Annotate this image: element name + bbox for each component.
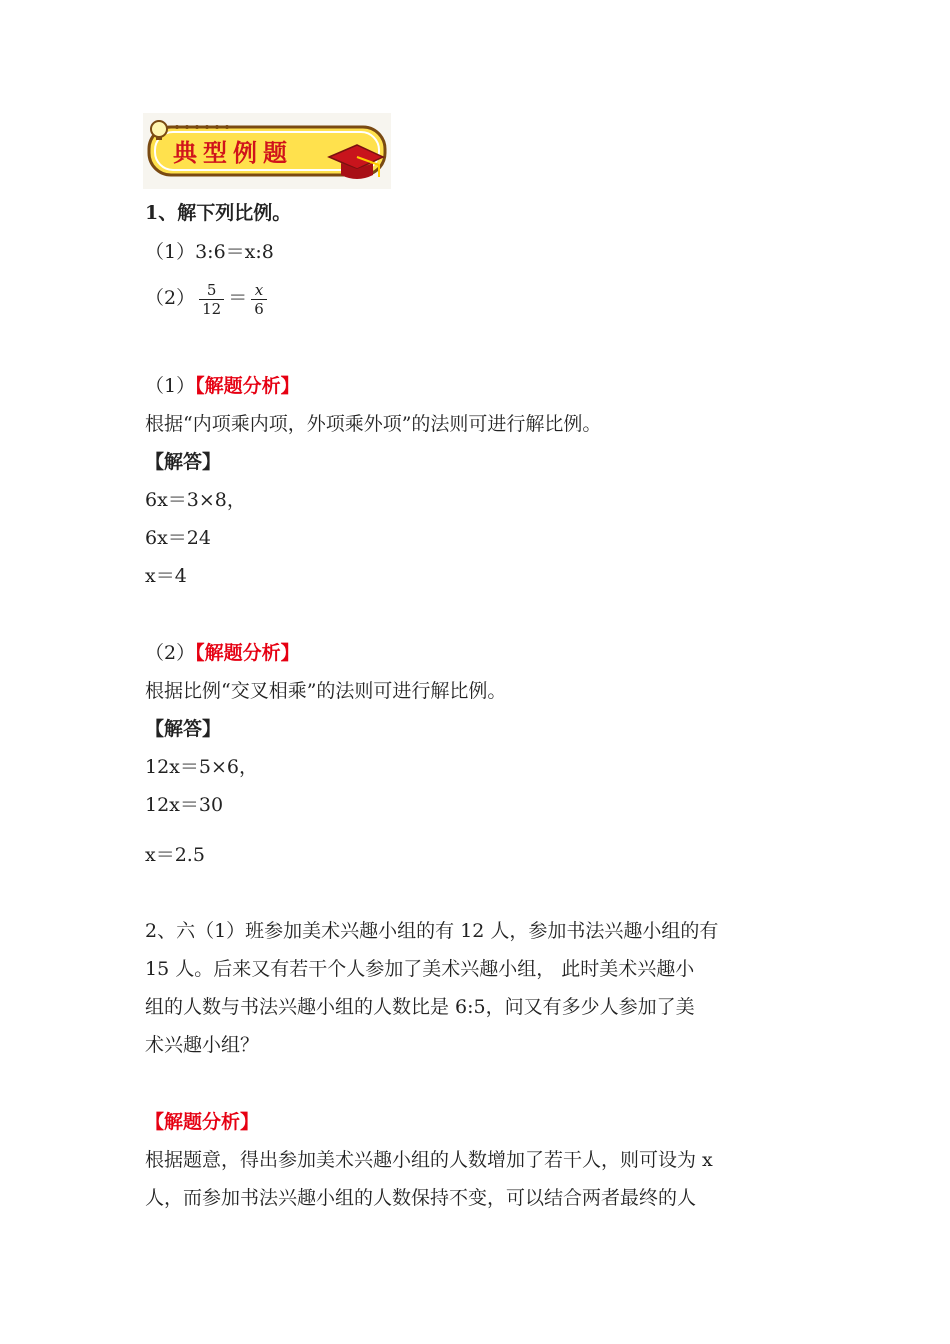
sol1-step: 6x＝3×8， <box>145 489 246 511</box>
fraction-left <box>199 281 224 318</box>
sol2-step: 12x＝5×6， <box>145 756 258 778</box>
q1-part1-prefix: （1） <box>145 241 196 263</box>
banner-title: 典型例题 <box>173 139 293 167</box>
sol1-prefix: （1） <box>145 375 196 397</box>
sol2-analysis-text: 根据比例“交叉相乘”的法则可进行解比例。 <box>145 680 507 702</box>
q2-line: 术兴趣小组？ <box>145 1034 260 1056</box>
q1-part2 <box>145 278 271 318</box>
sol1-analysis-heading <box>145 374 300 398</box>
sol1-step: x＝4 <box>145 565 187 587</box>
q2-line: 15 人。后来又有若干个人参加了美术兴趣小组， 此时美术兴趣小 <box>145 958 695 980</box>
sol2-analysis-label: 【解题分析】 <box>195 642 300 664</box>
sol1-analysis-label: 【解题分析】 <box>195 375 300 397</box>
fraction-right <box>251 281 267 318</box>
section-banner <box>143 113 391 189</box>
equals-sign: ＝ <box>228 287 248 309</box>
sol2-analysis-heading <box>145 641 300 665</box>
sol1-step: 6x＝24 <box>145 527 211 549</box>
q1-part1 <box>145 240 274 264</box>
sol2-step: 12x＝30 <box>145 794 224 816</box>
fraction-left-den: 12 <box>202 299 222 318</box>
sol1-analysis-text: 根据“内项乘内项，外项乘外项”的法则可进行解比例。 <box>145 413 602 435</box>
sol2-prefix: （2） <box>145 642 196 664</box>
sol2-step: x＝2.5 <box>145 844 205 866</box>
sol2-answer-label: 【解答】 <box>145 718 222 740</box>
fraction-right-den: 6 <box>254 299 264 318</box>
fraction-right-num: x <box>251 281 267 300</box>
q1-part1-expr: 3:6＝x:8 <box>195 241 274 263</box>
fraction-left-num: 5 <box>199 281 224 300</box>
q2-line: 组的人数与书法兴趣小组的人数比是 6:5，问又有多少人参加了美 <box>145 996 695 1018</box>
q2-analysis-line: 人，而参加书法兴趣小组的人数保持不变，可以结合两者最终的人 <box>145 1187 697 1209</box>
q2-analysis-line: 根据题意，得出参加美术兴趣小组的人数增加了若干人，则可设为 x <box>145 1149 713 1171</box>
sol1-answer-label: 【解答】 <box>145 451 222 473</box>
q2-analysis-label: 【解题分析】 <box>145 1111 260 1133</box>
q2-line: 2、六（1）班参加美术兴趣小组的有 12 人，参加书法兴趣小组的有 <box>145 920 719 942</box>
q1-part2-prefix: （2） <box>145 287 196 309</box>
q1-heading: 1、解下列比例。 <box>145 202 292 224</box>
